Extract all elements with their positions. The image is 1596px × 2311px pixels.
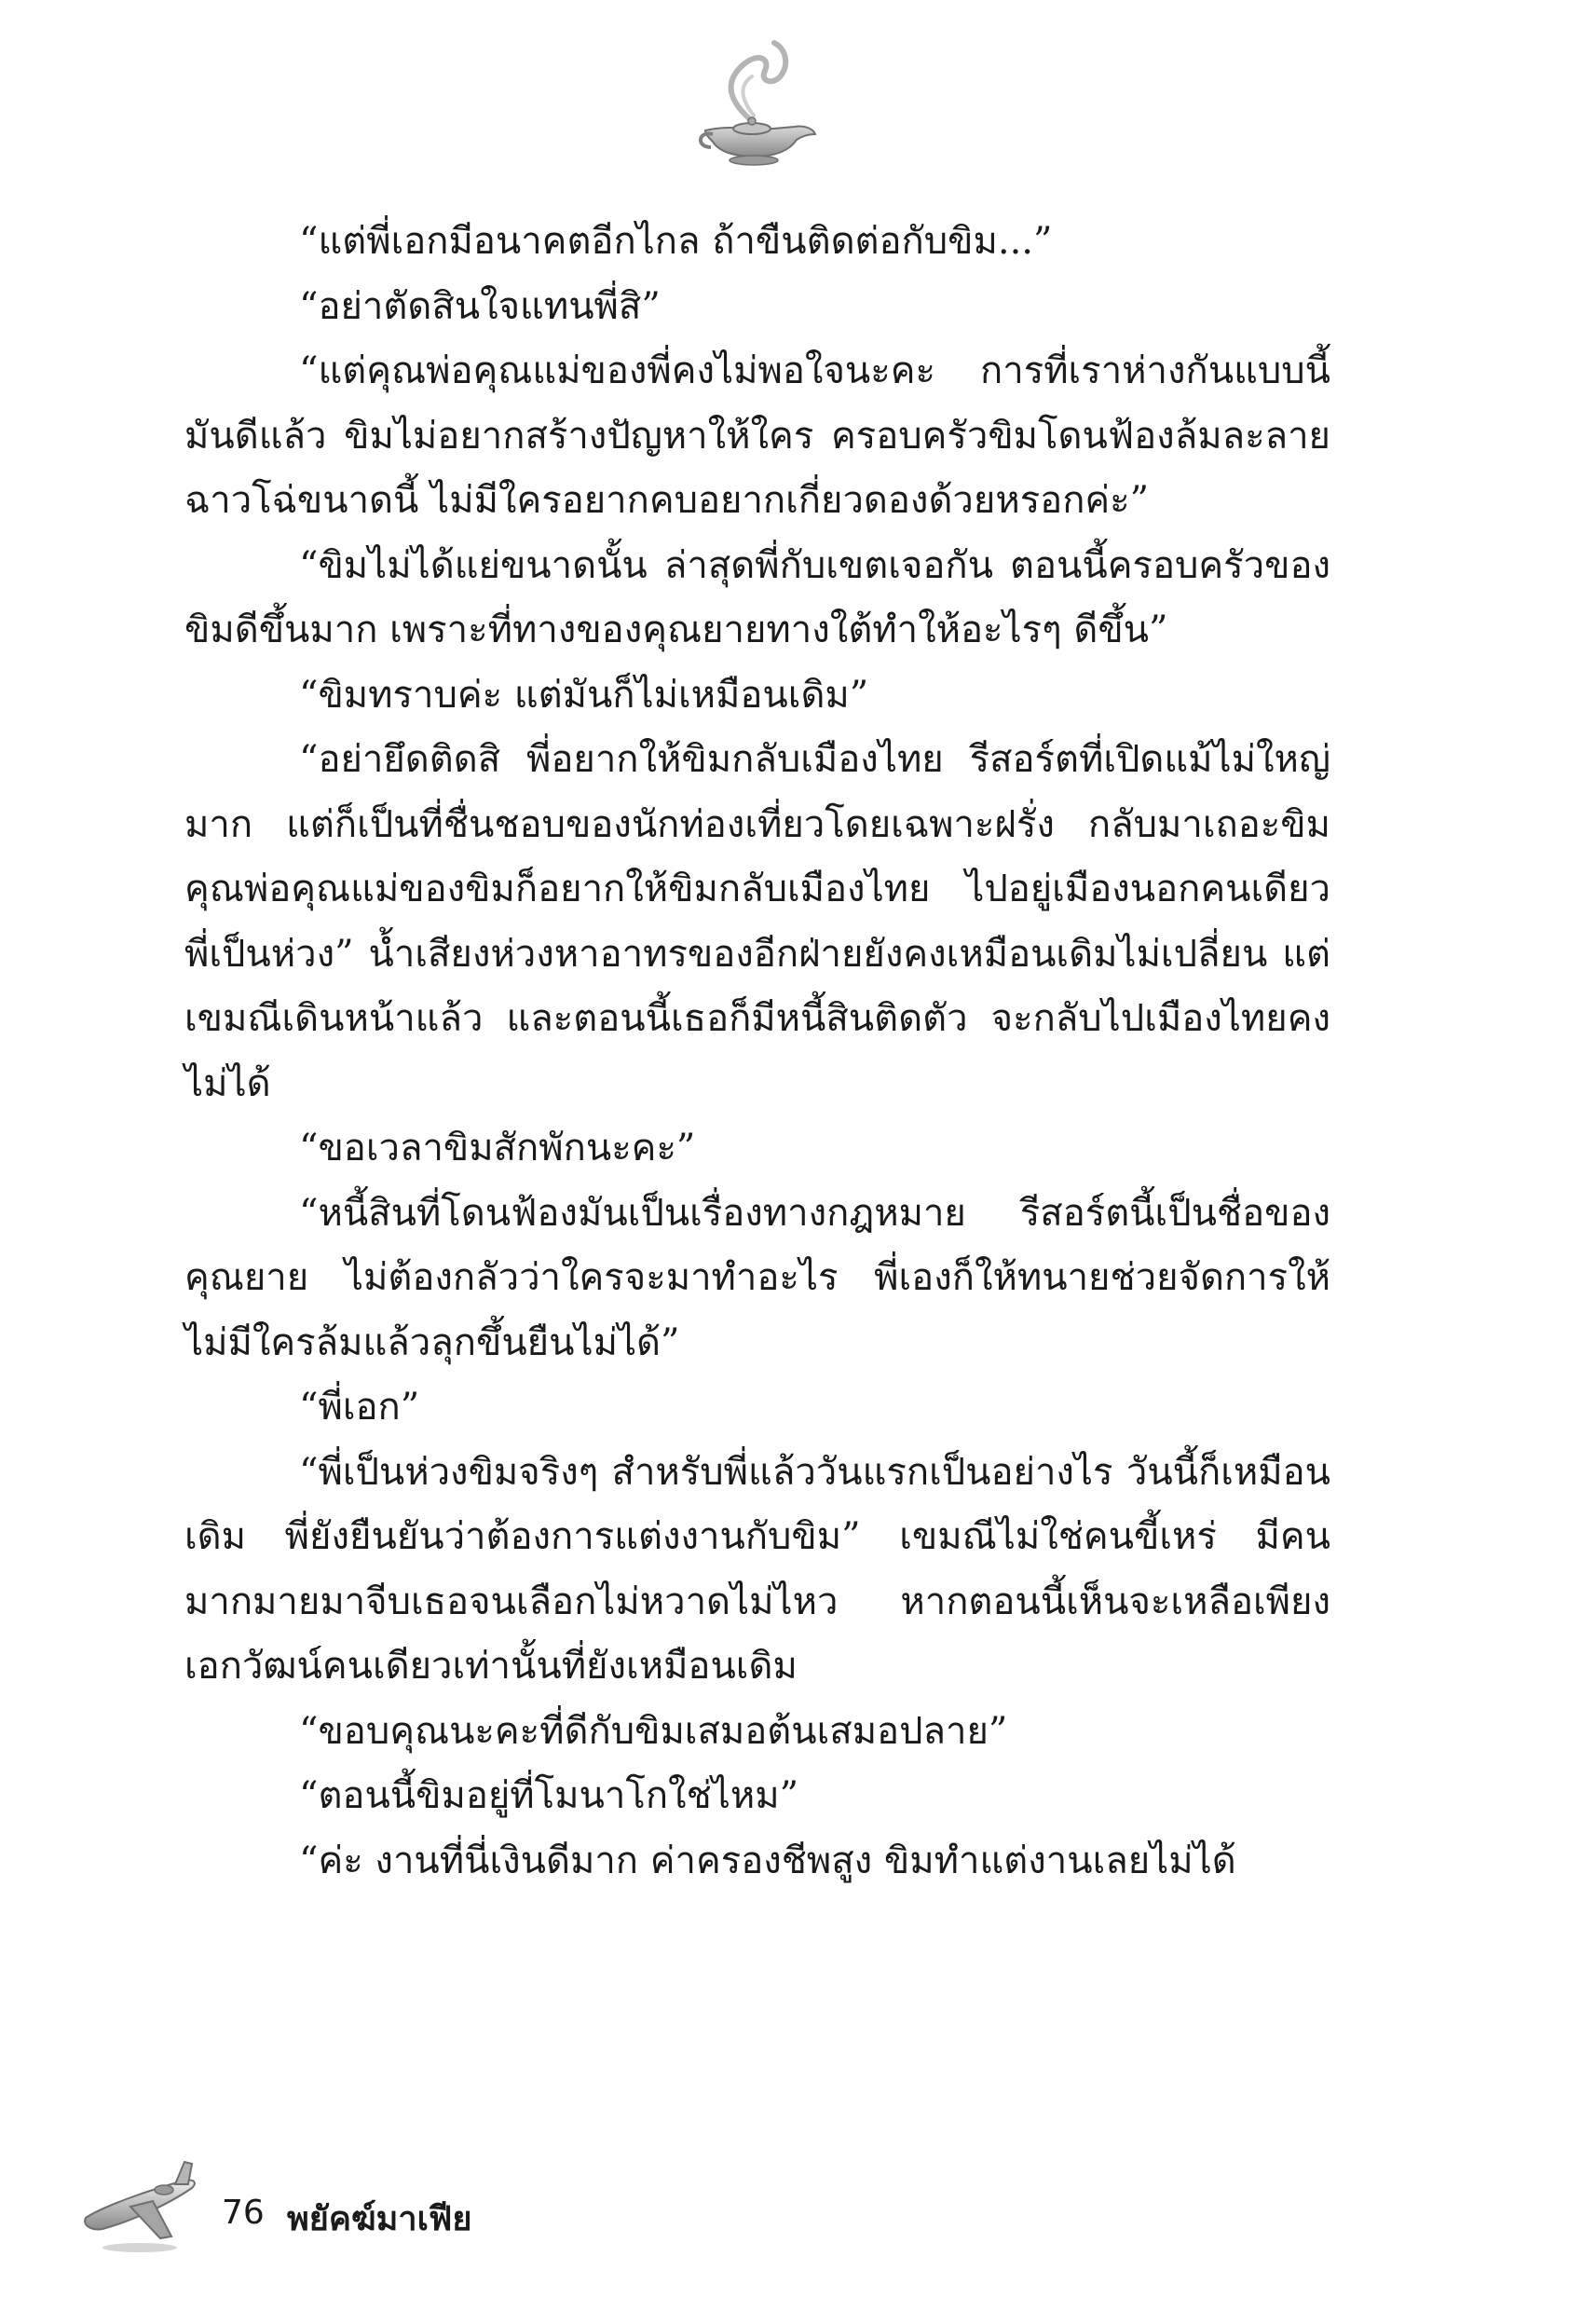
paragraph: “พี่เป็นห่วงขิมจริงๆ สำหรับพี่แล้ววันแรกเป็นอย่างไร วันนี้ก็เหมือนเดิม พี่ยังยืนยันว่าต้องการแต่งงานกับขิม” เขมณีไม่ใช่คนขี้เหร่ มีคนมากมายมาจีบเธอจนเลือกไม่หวาดไม่ไหว หากตอนนี้เห็นจะเหลือเพียงเอกวัฒน์คนเดียวเท่านั้นที่ยังเหมือนเดิม	[184, 1450, 1330, 1688]
paragraph: “แต่พี่เอกมีอนาคตอีกไกล ถ้าขืนติดต่อกับขิม...”	[299, 220, 1053, 263]
paragraph: “ขอบคุณนะคะที่ดีกับขิมเสมอต้นเสมอปลาย”	[299, 1709, 1008, 1753]
book-title: พยัคฆ์มาเฟีย	[287, 2200, 472, 2238]
page-footer	[75, 2153, 634, 2264]
story-text	[184, 210, 1330, 1894]
paragraph: “ขิมทราบค่ะ แต่มันก็ไม่เหมือนเดิม”	[299, 673, 869, 717]
page-number: 76	[222, 2194, 265, 2232]
paragraph: “พี่เอก”	[299, 1386, 420, 1429]
paragraph: “หนี้สินที่โดนฟ้องมันเป็นเรื่องทางกฎหมาย รีสอร์ตนี้เป็นชื่อของคุณยาย ไม่ต้องกลัวว่าใครจะมาทำอะไร พี่เองก็ให้ทนายช่วยจัดการให้ไม่มีใครล้มแล้วลุกขึ้นยืนไม่ได้”	[184, 1191, 1330, 1364]
paragraph: “แต่คุณพ่อคุณแม่ของพี่คงไม่พอใจนะคะ การที่เราห่างกันแบบนี้มันดีแล้ว ขิมไม่อยากสร้างปัญหาให้ใคร ครอบครัวขิมโดนฟ้องล้มละลายฉาวโฉ่ขนาดนี้ ไม่มีใครอยากคบอยากเกี่ยวดองด้วยหรอกค่ะ”	[184, 349, 1330, 522]
genie-lamp-icon	[685, 37, 825, 168]
airplane-icon	[75, 2153, 205, 2255]
paragraph: “ตอนนี้ขิมอยู่ที่โมนาโกใช่ไหม”	[299, 1774, 799, 1817]
paragraph: “อย่ายึดติดสิ พี่อยากให้ขิมกลับเมืองไทย รีสอร์ตที่เปิดแม้ไม่ใหญ่มาก แต่ก็เป็นที่ชื่นชอบของนักท่องเที่ยวโดยเฉพาะฝรั่ง กลับมาเถอะขิม คุณพ่อคุณแม่ของขิมก็อยากให้ขิมกลับเมืองไทย ไปอยู่เมืองนอกคนเดียวพี่เป็นห่วง” น้ำเสียงห่วงหาอาทรของอีกฝ่ายยังคงเหมือนเดิมไม่เปลี่ยน แต่เขมณีเดินหน้าแล้ว และตอนนี้เธอก็มีหนี้สินติดตัว จะกลับไปเมืองไทยคงไม่ได้	[184, 738, 1330, 1105]
paragraph: “อย่าตัดสินใจแทนพี่สิ”	[299, 284, 661, 328]
paragraph: “ขิมไม่ได้แย่ขนาดนั้น ล่าสุดพี่กับเขตเจอกัน ตอนนี้ครอบครัวของขิมดีขึ้นมาก เพราะที่ทางของคุณยายทางใต้ทำให้อะไรๆ ดีขึ้น”	[184, 543, 1330, 651]
paragraph: “ขอเวลาขิมสักพักนะคะ”	[299, 1127, 696, 1169]
paragraph: “ค่ะ งานที่นี่เงินดีมาก ค่าครองชีพสูง ขิมทำแต่งานเลยไม่ได้	[299, 1839, 1236, 1882]
